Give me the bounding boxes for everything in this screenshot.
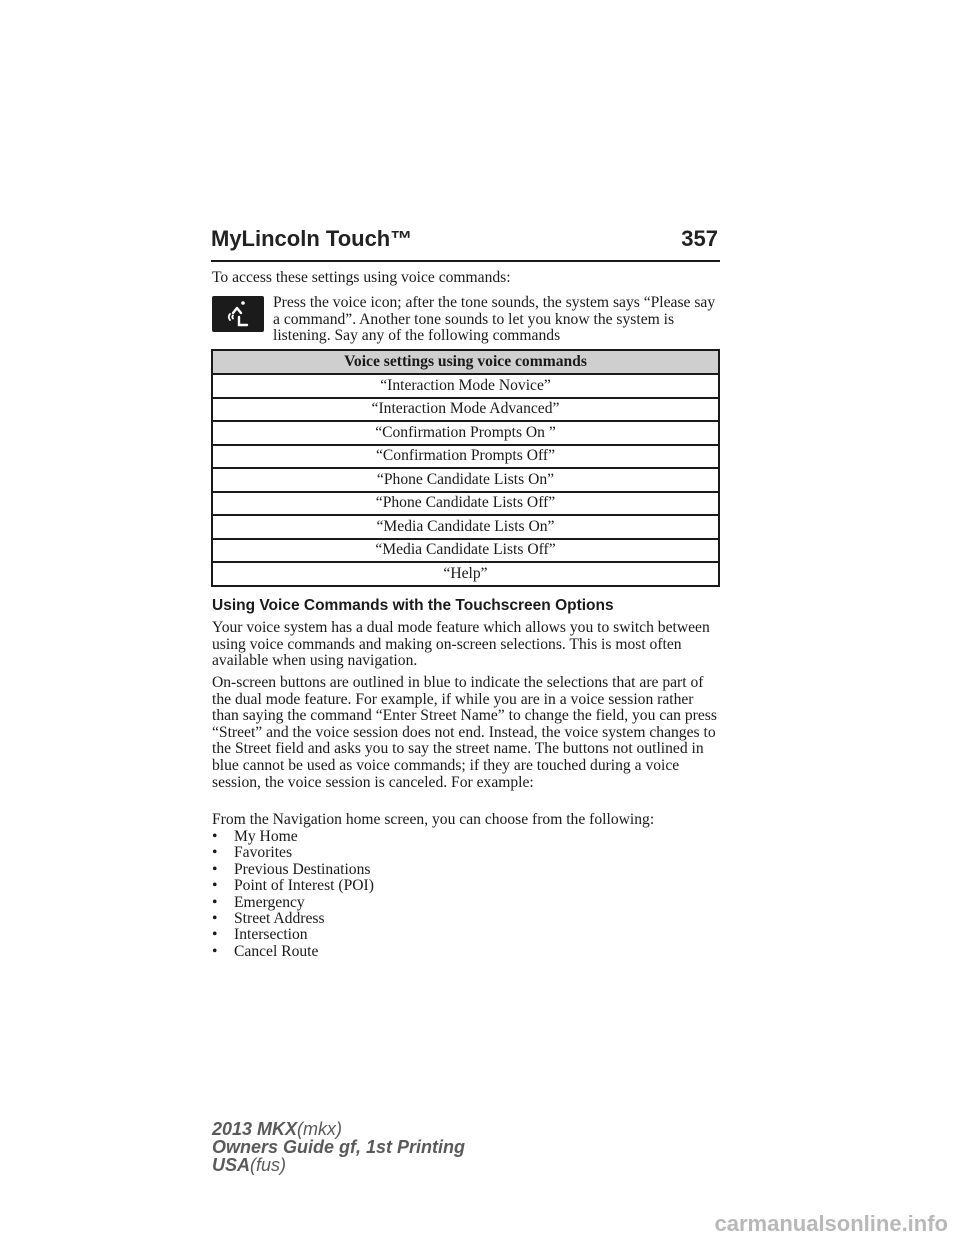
bullet: • <box>212 828 218 845</box>
list-item-label: Cancel Route <box>234 942 319 960</box>
bullet: • <box>212 844 218 862</box>
table-row: “Media Candidate Lists On” <box>212 515 719 539</box>
paragraph: On-screen buttons are outlined in blue to indicate the selections that are part of the dual mode feature. For example, if while you are in a voice session rather than saying the command “Enter Street Name” to change the field, you can press “Street” and the voice session does not end. Instead, the voice system changes to the Street field and asks you to say the street name. The buttons not outlined in blue cannot be used as voice commands; if they are touched during a voice session, the voice session is canceled. For example: <box>212 674 717 791</box>
bullet: • <box>212 926 218 944</box>
list-item-label: Previous Destinations <box>234 860 371 878</box>
table-row: “Media Candidate Lists Off” <box>212 539 719 563</box>
watermark: carmanualsonline.info <box>714 1211 948 1236</box>
nav-options-list <box>212 829 374 960</box>
bullet: • <box>212 860 218 878</box>
page-number: 357 <box>681 226 718 251</box>
table-row: “Help” <box>212 562 719 586</box>
list-item <box>212 845 374 861</box>
table-row: “Interaction Mode Novice” <box>212 374 719 398</box>
bullet: • <box>212 910 218 928</box>
page-title: MyLincoln Touch™ <box>211 226 413 251</box>
list-item <box>212 911 374 927</box>
list-item <box>212 829 374 845</box>
paragraph: From the Navigation home screen, you can choose from the following: <box>212 811 655 828</box>
print-footer <box>212 1120 465 1174</box>
list-item-label: Point of Interest (POI) <box>234 877 374 895</box>
voice-icon <box>212 296 264 332</box>
list-item <box>212 862 374 878</box>
page-header <box>211 226 720 262</box>
list-item <box>212 878 374 894</box>
paragraph: Your voice system has a dual mode feature which allows you to switch between using voice commands and making on-screen selections. This is most often available when using navigation. <box>212 619 710 670</box>
voice-commands-table <box>211 349 720 587</box>
list-item <box>212 927 374 943</box>
voice-icon-glyph <box>212 296 264 332</box>
intro-text: To access these settings using voice commands: <box>212 269 511 286</box>
list-item-label: My Home <box>234 828 298 845</box>
table-row: “Confirmation Prompts Off” <box>212 445 719 469</box>
list-item-label: Emergency <box>234 893 305 911</box>
bullet: • <box>212 893 218 911</box>
section-heading: Using Voice Commands with the Touchscreen Options <box>212 597 614 614</box>
table-header: Voice settings using voice commands <box>212 350 719 374</box>
bullet: • <box>212 942 218 960</box>
footer-model: 2013 MKX <box>212 1119 298 1139</box>
list-item <box>212 895 374 911</box>
footer-region-code: (fus) <box>250 1155 287 1175</box>
list-item-label: Favorites <box>234 844 293 862</box>
list-item-label: Intersection <box>234 926 308 944</box>
footer-guide: Owners Guide gf, 1st Printing <box>212 1137 466 1157</box>
table-row: “Interaction Mode Advanced” <box>212 398 719 422</box>
table-row: “Phone Candidate Lists On” <box>212 468 719 492</box>
footer-region: USA <box>212 1155 251 1175</box>
list-item <box>212 944 374 960</box>
voice-instruction: Press the voice icon; after the tone sounds, the system says “Please say a command”. Another tone sounds to let you know the system is listening. Say any of the following commands <box>273 294 716 345</box>
bullet: • <box>212 877 218 895</box>
list-item-label: Street Address <box>234 910 325 928</box>
table-row: “Confirmation Prompts On ” <box>212 421 719 445</box>
table-row: “Phone Candidate Lists Off” <box>212 492 719 516</box>
footer-model-code: (mkx) <box>297 1119 343 1139</box>
